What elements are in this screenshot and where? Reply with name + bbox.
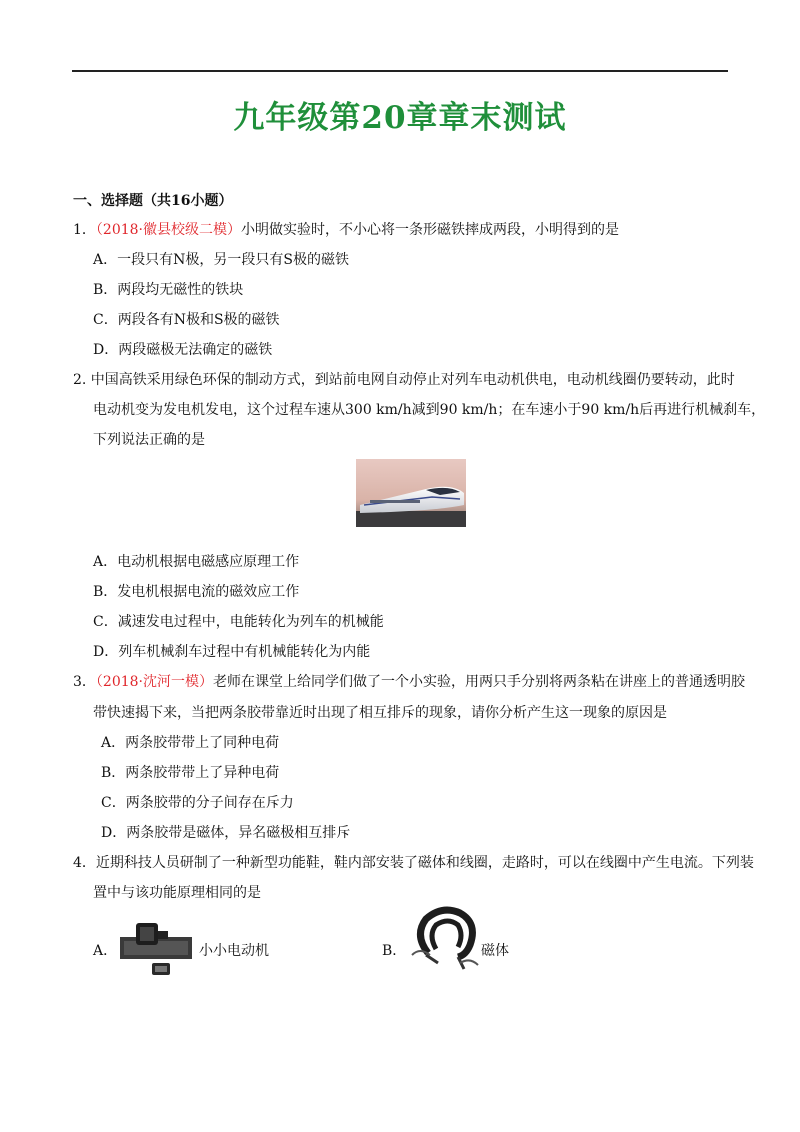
question-2-line-2: 电动机变为发电机发电，这个过程车速从300 km/h减到90 km/h；在车速小于90 km/h后再进行机械刹车， (93, 402, 766, 418)
question-3-stem (73, 672, 745, 692)
small-motor-photo (118, 917, 194, 979)
question-3-line-2: 带快速揭下来，当把两条胶带靠近时出现了相互排斥的现象，请你分析产生这一现象的原因是 (93, 705, 667, 721)
question-4-line-2: 置中与该功能原理相同的是 (93, 885, 261, 901)
q2-option-a: A．电动机根据电磁感应原理工作 (93, 554, 300, 570)
q1-option-d: D．两段磁极无法确定的磁铁 (93, 342, 273, 358)
question-2-line-1: 2. 中国高铁采用绿色环保的制动方式，到站前电网自动停止对列车电动机供电，电动机线圈仍要转动，此时 (73, 372, 735, 388)
question-number: 1． (73, 222, 96, 238)
question-source: （2018·沈河一模） (95, 674, 214, 690)
question-1-stem (73, 220, 619, 240)
question-source: （2018·徽县校级二模） (95, 222, 242, 238)
q4-option-b-text: 磁体 (481, 943, 509, 959)
high-speed-train-photo (356, 459, 466, 527)
q3-option-b: B．两条胶带带上了异种电荷 (101, 765, 280, 781)
q2-option-d: D．列车机械刹车过程中有机械能转化为内能 (93, 644, 371, 660)
q3-option-c: C．两条胶带的分子间存在斥力 (101, 795, 294, 811)
q3-option-a: A．两条胶带带上了同种电荷 (101, 735, 280, 751)
q4-option-a-letter: A． (93, 943, 118, 959)
question-4-line-1: 4．近期科技人员研制了一种新型功能鞋，鞋内部安装了磁体和线圈，走路时，可以在线圈中产生电流。下列装 (73, 855, 754, 871)
magnet-photo (408, 905, 490, 975)
question-text: 老师在课堂上给同学们做了一个小实验，用两只手分别将两条粘在讲座上的普通透明胶 (213, 674, 746, 690)
q2-option-b: B．发电机根据电流的磁效应工作 (93, 584, 300, 600)
q1-option-a: A．一段只有N极，另一段只有S极的磁铁 (93, 252, 349, 268)
q1-option-b: B．两段均无磁性的铁块 (93, 282, 244, 298)
question-2-line-3: 下列说法正确的是 (93, 432, 205, 448)
q1-option-c: C．两段各有N极和S极的磁铁 (93, 312, 280, 328)
question-text: 小明做实验时，不小心将一条形磁铁摔成两段，小明得到的是 (241, 222, 620, 238)
page-title: 九年级第20章章末测试 (233, 100, 567, 136)
q3-option-d: D．两条胶带是磁体，异名磁极相互排斥 (101, 825, 351, 841)
q4-option-b-letter: B． (382, 943, 407, 959)
q2-option-c: C．减速发电过程中，电能转化为列车的机械能 (93, 614, 384, 630)
header-rule (72, 70, 728, 72)
q4-option-a-text: 小小电动机 (199, 943, 269, 959)
question-number: 3． (73, 674, 96, 690)
section-heading: 一、选择题（共16小题） (73, 193, 233, 209)
